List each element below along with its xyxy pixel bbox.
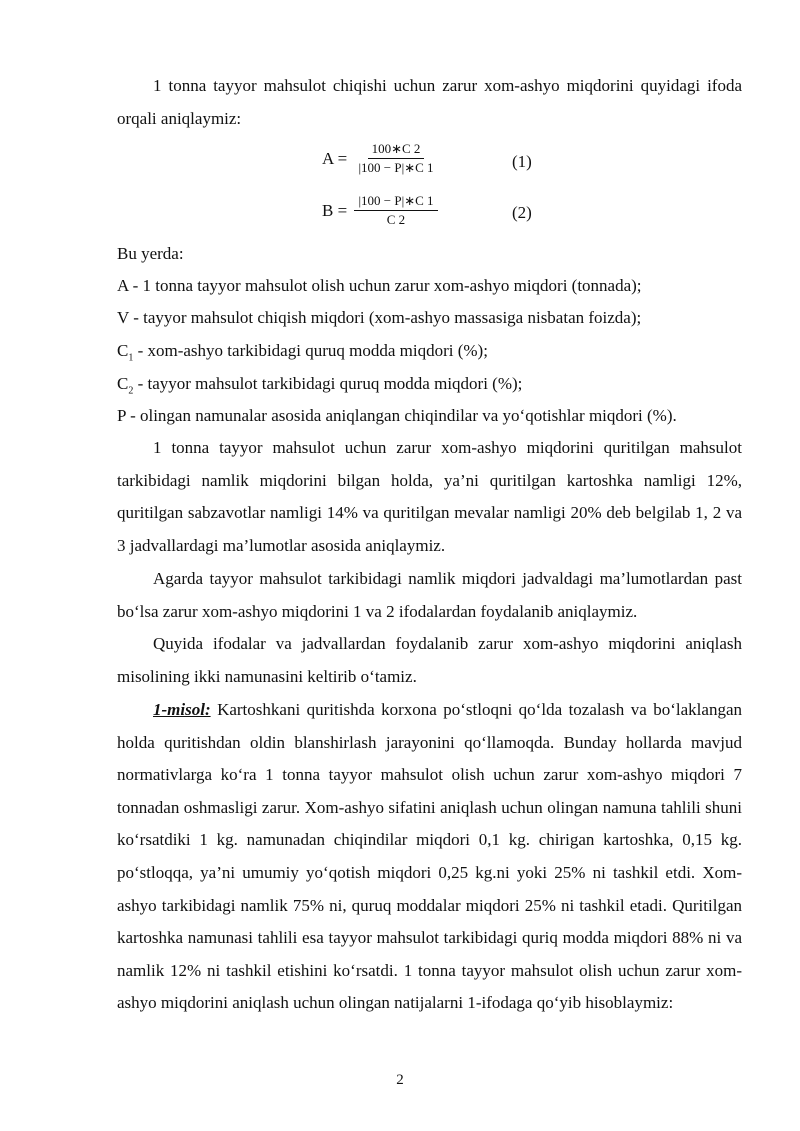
example-1-label: 1-misol: <box>153 700 211 719</box>
example-1-text: Kartoshkani quritishda korxona po‘stloqni qo‘lda tozalash va bo‘laklangan holda quritishdan oldin blanshirlash jarayonini qo‘llamoqda. Bunday hollarda mavjud normativlarga ko‘ra 1 tonna tayyor mahsulot olish uchun zarur xom-ashyo miqdori 7 tonnadan oshmasligi zarur. Xom-ashyo sifatini aniqlash uchun olingan namuna tahlili shuni ko‘rsatdiki 1 kg. namunadan chiqindilar miqdori 0,1 kg. chirigan kartoshka, 0,15 kg. po‘stloqqa, ya’ni umumiy yo‘qotish miqdori 0,25 kg.ni yoki 25% ni tashkil etdi. Xom-ashyo tarkibidagi namlik 75% ni, quruq moddalar miqdori 25% ni tashkil etadi. Quritilgan kartoshka namunasi tahlili esa tayyor mahsulot tarkibidagi quriq modda miqdori 88% ni va namlik 12% ni tashkil etishini ko‘rsatdi. 1 tonna tayyor mahsulot olish uchun zarur xom-ashyo miqdorini aniqlash uchun olingan natijalarni 1-ifodaga qo‘yib hisoblaymiz: <box>117 700 742 1013</box>
page-number: 2 <box>396 1072 404 1088</box>
definition-a: A - 1 tonna tayyor mahsulot olish uchun zarur xom-ashyo miqdori (tonnada); <box>117 276 642 295</box>
formula-1-numerator: 100∗C 2 <box>368 141 425 159</box>
formula-2 <box>322 193 438 228</box>
formula-2-numerator: |100 − P|∗C 1 <box>354 193 437 211</box>
definition-c2-symbol: C <box>117 374 129 393</box>
formula-2-fraction <box>354 193 437 228</box>
paragraph-2: Agarda tayyor mahsulot tarkibidagi namlik miqdori jadvaldagi ma’lumotlardan past bo‘lsa zarur xom-ashyo miqdorini 1 va 2 ifodalardan foydalanib aniqlaymiz. <box>117 569 742 621</box>
definition-c2-text: - tayyor mahsulot tarkibidagi quruq modda miqdori (%); <box>133 374 523 393</box>
intro-paragraph: 1 tonna tayyor mahsulot chiqishi uchun zarur xom-ashyo miqdorini quyidagi ifoda orqali aniqlaymiz: <box>117 76 742 128</box>
definition-c1 <box>117 340 488 369</box>
definition-c1-symbol: C <box>117 341 129 360</box>
formula-2-number: (2) <box>512 203 532 222</box>
paragraph-3: Quyida ifodalar va jadvallardan foydalanib zarur xom-ashyo miqdorini aniqlash misolining ikki namunasini keltirib o‘tamiz. <box>117 634 742 686</box>
formula-1 <box>322 141 438 176</box>
formula-2-lhs: B = <box>322 200 348 220</box>
definition-c2 <box>117 373 522 402</box>
formula-1-lhs: A = <box>322 148 348 168</box>
formula-1-fraction <box>354 141 437 176</box>
definition-v: V - tayyor mahsulot chiqish miqdori (xom-ashyo massasiga nisbatan foizda); <box>117 308 642 327</box>
definition-p: P - olingan namunalar asosida aniqlangan chiqindilar va yo‘qotishlar miqdori (%). <box>117 406 677 425</box>
paragraph-1: 1 tonna tayyor mahsulot uchun zarur xom-ashyo miqdorini quritilgan mahsulot tarkibidagi namlik miqdorini bilgan holda, ya’ni quritilgan kartoshka namligi 12%, quritilgan sabzavotlar namligi 14% va quritilgan mevalar namligi 20% deb belgilab 1, 2 va 3 jadvallardagi ma’lumotlar asosida aniqlaymiz. <box>117 438 742 555</box>
formula-2-denominator: C 2 <box>386 212 406 227</box>
formula-1-number: (1) <box>512 152 532 171</box>
formula-1-denominator: |100 − P|∗C 1 <box>358 160 434 175</box>
definition-c1-subscript: 1 <box>128 352 134 364</box>
bu-yerda-label: Bu yerda: <box>117 244 184 263</box>
example-1-paragraph <box>117 694 742 1020</box>
definition-c2-subscript: 2 <box>128 385 134 397</box>
definition-c1-text: - xom-ashyo tarkibidagi quruq modda miqdori (%); <box>133 341 488 360</box>
